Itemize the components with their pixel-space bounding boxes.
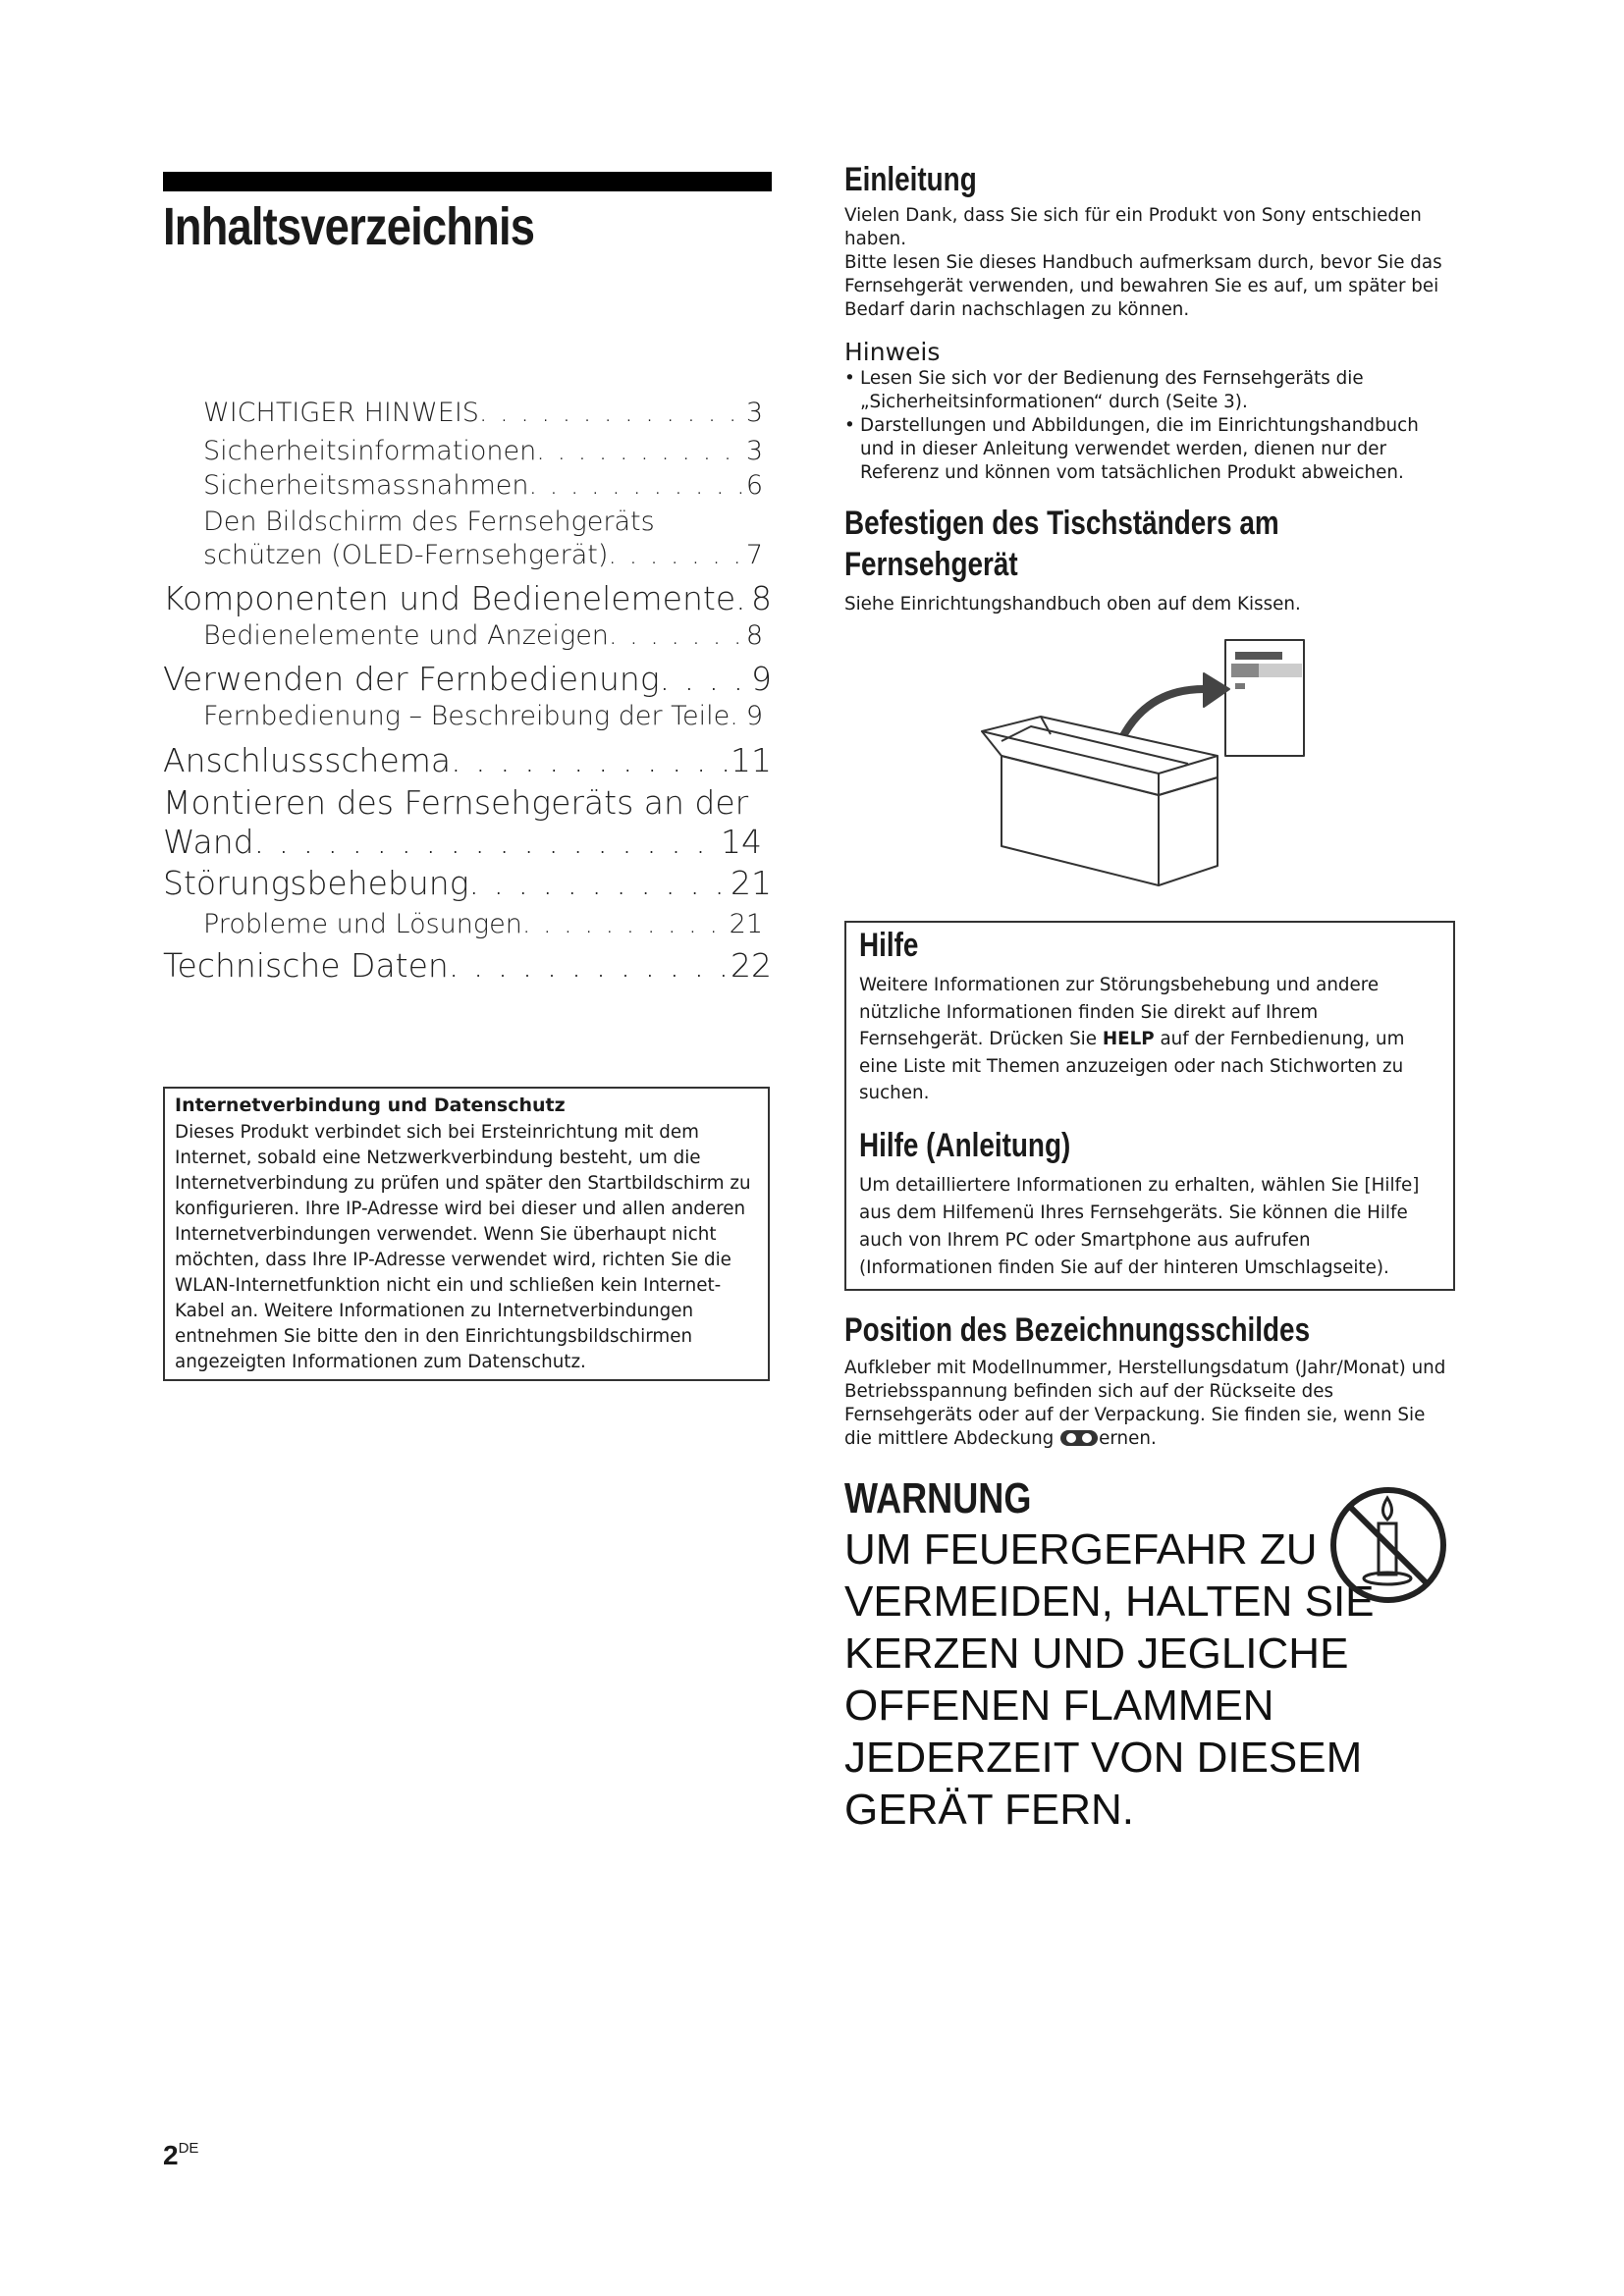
page-lang: DE [178, 2140, 199, 2157]
stand-heading-line1: Befestigen des Tischständers am [844, 505, 1279, 542]
privacy-body: Dieses Produkt verbindet sich bei Ersteinrichtung mit dem Internet, sobald eine Netzwerkverbindung besteht, um die Internetverbindung zu prüfen und später den Startbildschirm zu konfigurieren. Ihre IP-Adresse wird bei dieser und allen anderen Internetverbindungen verwendet. Wenn Sie überhaupt nicht möchten, dass Ihre IP-Adresse verwendet wird, richten Sie die WLAN-Internetfunktion nicht ein und schließen kein Internet-Kabel an. Weitere Informationen zu Internetverbindungen entnehmen Sie bitte den in den Einrichtungsbildschirmen angezeigten Informationen zum Datenschutz. [175, 1122, 751, 1372]
toc-header-bar [163, 172, 772, 191]
intro-text [844, 204, 1453, 322]
packaging-box-illustration [972, 628, 1326, 888]
cover-icon [1059, 1428, 1099, 1448]
page-number: 2DE [163, 2140, 199, 2170]
toc-entry[interactable]: Bedienelemente und Anzeigen . . . 8 [203, 620, 763, 651]
label-heading: Position des Bezeichnungsschildes [844, 1311, 1311, 1349]
privacy-notice-box [163, 1087, 770, 1381]
help-guide-text: Um detailliertere Informationen zu erhalten, wählen Sie [Hilfe] aus dem Hilfemenü Ihres Fernsehgeräts. Sie können die Hilfe auch von Ihrem PC oder Smartphone aus aufrufen (Informationen finden Sie auf der hinteren Umschlagseite). [859, 1175, 1420, 1278]
warning-text: UM FEUERGEFAHR ZU VERMEIDEN, HALTEN SIE KERZEN UND JEGLICHE OFFENEN FLAMMEN JEDERZEIT VON DIESEM GERÄT FERN. [844, 1525, 1375, 1834]
toc-entry[interactable]: Technische Daten . . . 22 [163, 946, 772, 985]
toc-entry[interactable]: schützen (OLED-Fernsehgerät) . . . 7 [203, 540, 763, 570]
note-list [844, 367, 1453, 485]
toc-entry-line1[interactable]: Montieren des Fernsehgeräts an der [163, 783, 749, 822]
label-text: Aufkleber mit Modellnummer, Herstellungsdatum (Jahr/Monat) und Betriebsspannung befinden sich auf der Rückseite des Fernsehgeräts oder auf der Verpackung. Sie finden sie, wenn Sie die mittlere Abdeckung ernen. [844, 1358, 1446, 1449]
toc-entry[interactable]: Verwenden der Fernbedienung . . . 9 [163, 660, 772, 698]
help-guide-heading: Hilfe (Anleitung) [859, 1127, 1071, 1164]
note-bullet: • Darstellungen und Abbildungen, die im Einrichtungshandbuch und in dieser Anleitung verwendet werden, dienen nur der Referenz und können vom tatsächlichen Produkt abweichen. [844, 414, 1453, 485]
toc-entry[interactable]: Anschlussschema . . . 11 [163, 741, 772, 779]
no-candle-icon [1327, 1484, 1449, 1606]
intro-heading: Einleitung [844, 161, 977, 198]
stand-text: Siehe Einrichtungshandbuch oben auf dem Kissen. [844, 594, 1301, 614]
toc-entry[interactable]: Störungsbehebung . . . 21 [163, 864, 772, 902]
toc-entry[interactable]: Wand . . . 14 [163, 823, 762, 861]
toc-entry[interactable]: Sicherheitsmassnahmen . . . 6 [203, 470, 763, 501]
help-heading: Hilfe [859, 927, 919, 964]
toc-entry[interactable]: Komponenten und Bedienelemente . . . 8 [163, 579, 772, 617]
warning-title: WARNUNG [844, 1474, 1032, 1522]
intro-paragraph-2: Bitte lesen Sie dieses Handbuch aufmerksam durch, bevor Sie das Fernsehgerät verwenden, und bewahren Sie es auf, um später bei Bedarf darin nachschlagen zu können. [844, 252, 1442, 320]
toc-entry-line1[interactable]: Den Bildschirm des Fernsehgeräts [203, 507, 655, 537]
toc-title: Inhaltsverzeichnis [163, 197, 535, 256]
note-bullet: • Lesen Sie sich vor der Bedienung des Fernsehgeräts die „Sicherheitsinformationen“ durch (Seite 3). [844, 367, 1453, 414]
privacy-title: Internetverbindung und Datenschutz [175, 1095, 566, 1116]
note-heading: Hinweis [844, 338, 941, 366]
toc-entry[interactable]: Sicherheitsinformationen . . . 3 [203, 436, 763, 466]
stand-heading-line2: Fernsehgerät [844, 546, 1018, 583]
toc-entry[interactable]: WICHTIGER HINWEIS . . . 3 [203, 398, 763, 428]
help-text: Weitere Informationen zur Störungsbehebung und andere nützliche Informationen finden Sie direkt auf Ihrem Fernsehgerät. Drücken Sie HELP auf der Fernbedienung, um eine Liste mit Themen anzuzeigen oder nach Stichworten zu suchen. [859, 975, 1405, 1103]
help-key: HELP [1102, 1029, 1155, 1049]
intro-paragraph-1: Vielen Dank, dass Sie sich für ein Produkt von Sony entschieden haben. [844, 205, 1422, 249]
toc-entry[interactable]: Fernbedienung – Beschreibung der Teile . . . 9 [203, 701, 763, 731]
toc-entry[interactable]: Probleme und Lösungen . . . 21 [203, 909, 763, 939]
